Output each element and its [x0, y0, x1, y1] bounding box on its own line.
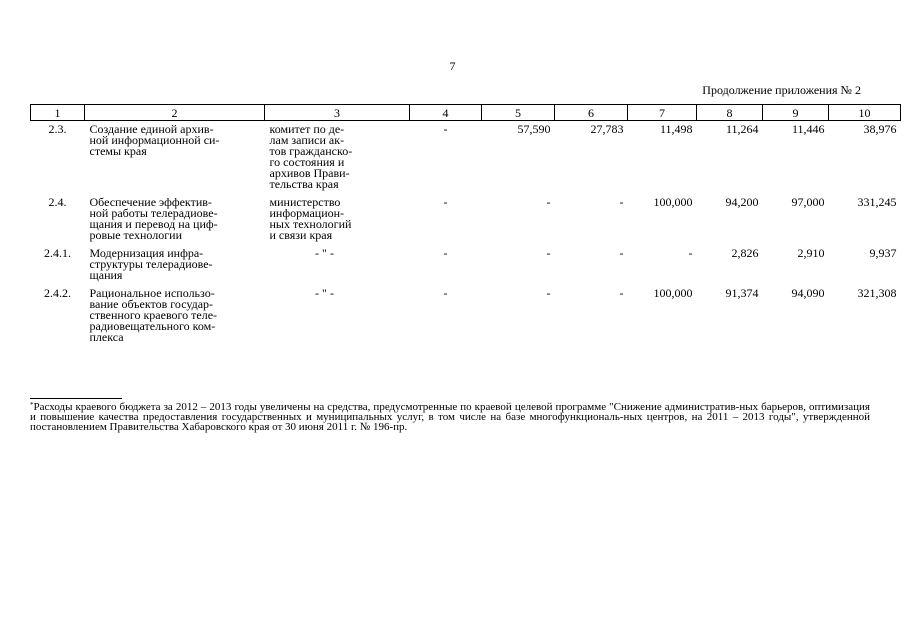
cell-col6: - [619, 195, 624, 209]
cell-col5: - [546, 246, 551, 260]
cell-col6: - [619, 286, 624, 300]
row-number: 2.3. [48, 122, 67, 136]
column-header: 4 [410, 105, 482, 121]
column-header: 6 [555, 105, 628, 121]
row-number: 2.4.1. [44, 246, 71, 260]
row-executor: - " - [315, 286, 334, 300]
header-row [31, 105, 901, 121]
cell-col10: 38,976 [863, 122, 897, 136]
cell-col5: - [546, 195, 551, 209]
row-executor: министерство информацион- ных технологий и связи края [269, 195, 352, 242]
table-row [31, 121, 901, 195]
cell-col8: 2,826 [731, 246, 759, 260]
cell-col8: 91,374 [725, 286, 759, 300]
cell-col7: 100,000 [653, 195, 693, 209]
cell-col4: - [443, 122, 448, 136]
row-name: Обеспечение эффектив- ной работы телерадиове- щания и перевод на циф- ровые технологии [89, 195, 218, 242]
footnote-marker: * [30, 401, 34, 409]
column-header: 10 [829, 105, 901, 121]
page-number: 7 [449, 59, 456, 73]
data-table [30, 104, 901, 347]
cell-col7: - [688, 246, 693, 260]
cell-col4: - [443, 286, 448, 300]
cell-col10: 9,937 [869, 246, 897, 260]
row-executor: комитет по де- лам записи ак- тов гражданско- го состояния и архивов Прави- тельства края [269, 122, 353, 191]
table-body [31, 121, 901, 348]
row-executor: - " - [315, 246, 334, 260]
cell-col5: - [546, 286, 551, 300]
cell-col7: 11,498 [659, 122, 693, 136]
table-row [31, 194, 901, 245]
cell-col4: - [443, 195, 448, 209]
table-row [31, 245, 901, 285]
column-header: 2 [85, 105, 265, 121]
footnote-text: Расходы краевого бюджета за 2012 – 2013 годы увеличены на средства, предусмотренные по краевой целевой программе "Снижение административ-ных барьеров, оптимизация и повышение качества предоставления государственных и муниципальных услуг, в том числе на базе многофункциональ-ных центров, на 2011 – 2013 годы", утвержденной постановлением Правительства Хабаровского края от 30 июня 2011 г. № 196-пр. [30, 401, 870, 433]
cell-col9: 2,910 [797, 246, 825, 260]
cell-col9: 11,446 [791, 122, 825, 136]
row-number: 2.4. [48, 195, 67, 209]
footnote-rule [30, 398, 122, 399]
column-header: 5 [482, 105, 555, 121]
cell-col5: 57,590 [517, 122, 551, 136]
cell-col8: 94,200 [725, 195, 759, 209]
row-name: Создание единой архив- ной информационной си- стемы края [89, 122, 220, 158]
cell-col6: 27,783 [590, 122, 624, 136]
column-header: 9 [763, 105, 829, 121]
cell-col10: 321,308 [857, 286, 897, 300]
row-name: Рациональное использо- вание объектов государ- ственного краевого теле- радиовещательного ком- плекса [89, 286, 218, 344]
cell-col8: 11,264 [725, 122, 759, 136]
column-header: 8 [697, 105, 763, 121]
row-number: 2.4.2. [44, 286, 71, 300]
column-header: 3 [265, 105, 410, 121]
column-header: 7 [628, 105, 697, 121]
cell-col10: 331,245 [857, 195, 897, 209]
cell-col7: 100,000 [653, 286, 693, 300]
cell-col9: 94,090 [791, 286, 825, 300]
table-row [31, 285, 901, 347]
row-name: Модернизация инфра- структуры телерадиове- щания [89, 246, 213, 282]
cell-col4: - [443, 246, 448, 260]
footnote [30, 402, 870, 432]
column-header: 1 [31, 105, 85, 121]
cell-col9: 97,000 [791, 195, 825, 209]
continuation-label: Продолжение приложения № 2 [702, 83, 861, 97]
cell-col6: - [619, 246, 624, 260]
